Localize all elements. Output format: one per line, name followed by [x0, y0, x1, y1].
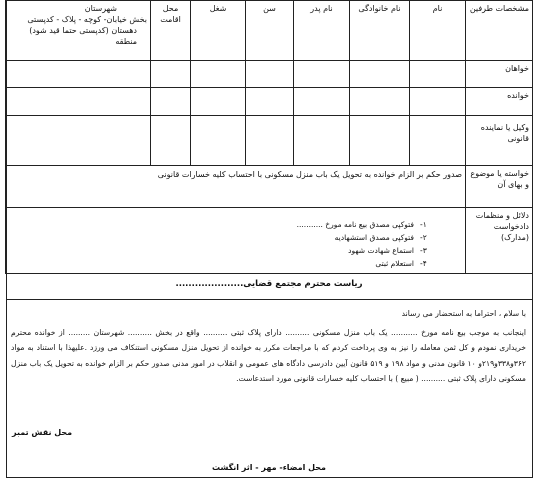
evidence-cell — [6, 208, 466, 274]
table-row-dalayel — [6, 208, 533, 274]
petition-body — [11, 306, 526, 387]
cell-blank[interactable] — [410, 88, 466, 116]
evidence-list — [9, 210, 462, 270]
header-parties: مشخصات طرفین — [466, 1, 533, 61]
petition-paragraph: اینجانب به موجب بیع نامه مورخ ........... یک باب منزل مسکونی .......... دارای پلاک ثبتی .......... واقع در بخش .......... شهرستان ......... از خوانده محترم خریداری نمودم و کل ثمن معامله را نیز به وی پرداخت کردم که با مراجعات مکرر به خوانده از تحویل منزل مسکونی استنکاف می ورزد .علیهذا با استناد به مواد ۳۶۲و۳۳۸و۲۱۹و ۱۰ قانون مدنی و مواد ۱۹۸ و ۵۱۹ قانون آیین دادرسی دادگاه های عمومی و انقلاب در امور مدنی صدور حکم بر الزام خوانده به تحویل یک باب منزل مسکونی دارای پلاک ثبتی .......... ( مبیع ) با احتساب کلیه خسارات قانونی مورد استدعاست. — [11, 327, 526, 383]
cell-blank[interactable] — [294, 116, 350, 166]
list-item — [9, 257, 434, 270]
cell-blank[interactable] — [350, 116, 410, 166]
residence-detail-line: شهرستان — [84, 4, 117, 13]
cell-blank[interactable] — [151, 116, 191, 166]
cell-blank[interactable] — [151, 88, 191, 116]
row-label-khaste: خواسته یا موضوع و بهای آن — [466, 166, 533, 208]
parties-table — [5, 0, 533, 274]
evidence-text: فتوکپی مصدق بیع نامه مورخ ........... — [296, 220, 414, 229]
header-age: سن — [246, 1, 294, 61]
court-title: ریاست محترم مجتمع قضایی..................... — [175, 279, 363, 289]
cell-blank[interactable] — [191, 61, 246, 88]
cell-blank[interactable] — [410, 61, 466, 88]
cell-blank[interactable] — [151, 61, 191, 88]
residence-detail-line: منطقه — [115, 37, 137, 46]
list-item — [9, 218, 434, 231]
evidence-text: فتوکپی مصدق استشهادیه — [334, 233, 414, 242]
table-row-khaste — [6, 166, 533, 208]
cell-blank[interactable] — [246, 61, 294, 88]
table-row-khahan — [6, 61, 533, 88]
cell-blank[interactable] — [294, 61, 350, 88]
row-label-khahan: خواهان — [466, 61, 533, 88]
evidence-number: -۳ — [420, 246, 427, 255]
cell-blank[interactable] — [6, 116, 151, 166]
cell-blank[interactable] — [6, 61, 151, 88]
header-name: نام — [410, 1, 466, 61]
cell-blank[interactable] — [191, 88, 246, 116]
cell-blank[interactable] — [6, 88, 151, 116]
evidence-number: -۲ — [420, 233, 427, 242]
row-label-dalayel: دلائل و منظمات دادخواست (مدارک) — [466, 208, 533, 274]
cell-blank[interactable] — [246, 116, 294, 166]
cell-blank[interactable] — [294, 88, 350, 116]
greeting: با سلام ، احتراما به استحضار می رساند — [401, 309, 526, 318]
table-row-vakil — [6, 116, 533, 166]
divider — [6, 299, 533, 300]
cell-blank[interactable] — [246, 88, 294, 116]
header-father: نام پدر — [294, 1, 350, 61]
header-job: شغل — [191, 1, 246, 61]
residence-detail-line: بخش خیابان- کوچه - پلاک - کدپستی — [27, 15, 147, 24]
stamp-area-label: محل نقش تمبر — [12, 428, 73, 437]
row-label-vakil: وکیل یا نماینده قانونی — [466, 116, 533, 166]
cell-blank[interactable] — [350, 88, 410, 116]
table-row-khande — [6, 88, 533, 116]
signature-area-label: محل امضاء- مهر - اثر انگشت — [211, 463, 327, 472]
evidence-number: -۱ — [420, 220, 427, 229]
cell-blank[interactable] — [191, 116, 246, 166]
cell-blank[interactable] — [350, 61, 410, 88]
evidence-text: استعلام ثبتی — [375, 259, 414, 268]
header-residence-detail — [6, 1, 151, 61]
table-header-row — [6, 1, 533, 61]
request-text: صدور حکم بر الزام خوانده به تحویل یک باب منزل مسکونی با احتساب کلیه خسارات قانونی — [6, 166, 466, 208]
cell-blank[interactable] — [410, 116, 466, 166]
header-residence: محل اقامت — [151, 1, 191, 61]
list-item — [9, 231, 434, 244]
row-label-khande: خوانده — [466, 88, 533, 116]
list-item — [9, 244, 434, 257]
evidence-number: -۴ — [420, 259, 427, 268]
evidence-text: استماع شهادت شهود — [348, 246, 414, 255]
residence-detail-line: دهستان (کدپستی حتما قید شود) — [29, 26, 137, 35]
header-family: نام خانوادگی — [350, 1, 410, 61]
